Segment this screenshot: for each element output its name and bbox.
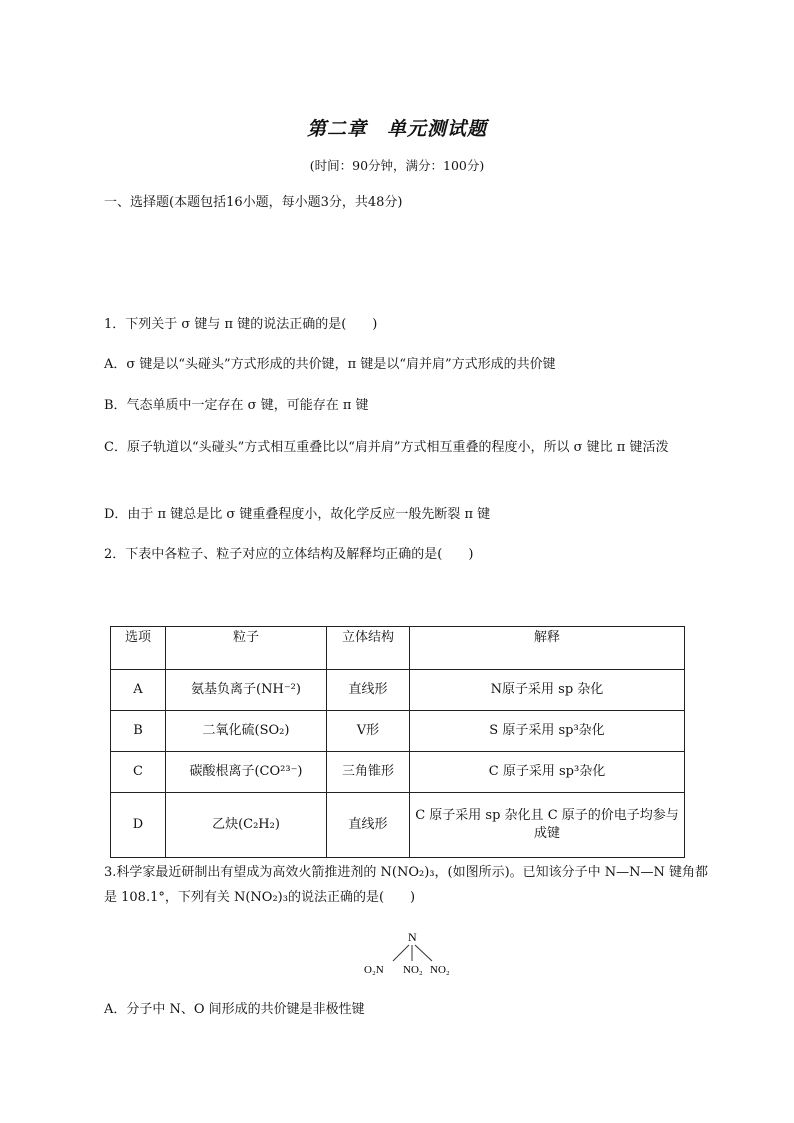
- molecule-diagram: [360, 928, 470, 976]
- table-row: [111, 793, 685, 858]
- table-header-particle: 粒子: [166, 627, 327, 670]
- question-1-option-b: B．气态单质中一定存在 σ 键，可能存在 π 键: [104, 398, 369, 413]
- table-header-option: 选项: [111, 627, 166, 670]
- molecule-middle-group: NO₂: [403, 964, 423, 976]
- table-cell-particle: 乙炔(C₂H₂): [166, 793, 327, 858]
- table-cell-structure: V形: [327, 711, 410, 752]
- question-2-stem: 2．下表中各粒子、粒子对应的立体结构及解释均正确的是( ): [104, 547, 474, 562]
- table-row: [111, 670, 685, 711]
- molecule-center-n: N: [408, 930, 417, 944]
- table-cell-option: D: [111, 793, 166, 858]
- table-header-structure: 立体结构: [327, 627, 410, 670]
- table-header-explanation: 解释: [410, 627, 685, 670]
- table-row: [111, 711, 685, 752]
- page-title: 第二章 单元测试题: [306, 118, 487, 140]
- question-3-option-a: A．分子中 N、O 间形成的共价键是非极性键: [104, 1002, 365, 1017]
- question-1-option-c: C．原子轨道以“头碰头”方式相互重叠比以“肩并肩”方式相互重叠的程度小，所以 σ 键比 π 键活泼: [104, 440, 669, 455]
- table-cell-particle: 碳酸根离子(CO²³⁻): [166, 752, 327, 793]
- question-1-option-d: D．由于 π 键总是比 σ 键重叠程度小，故化学反应一般先断裂 π 键: [104, 507, 491, 522]
- table-cell-option: B: [111, 711, 166, 752]
- table-cell-explanation: N原子采用 sp 杂化: [410, 670, 685, 711]
- table-cell-structure: 三角锥形: [327, 752, 410, 793]
- bond-line-left: [393, 945, 409, 961]
- question-1-option-a: A．σ 键是以“头碰头”方式形成的共价键，π 键是以“肩并肩”方式形成的共价键: [104, 357, 556, 372]
- table-cell-option: A: [111, 670, 166, 711]
- table-row: [111, 752, 685, 793]
- exam-info: (时间：90分钟，满分：100分): [309, 158, 485, 173]
- molecule-right-group: NO₂: [430, 964, 450, 976]
- table-cell-structure: 直线形: [327, 793, 410, 858]
- table-cell-option: C: [111, 752, 166, 793]
- table-cell-particle: 氨基负离子(NH⁻²): [166, 670, 327, 711]
- molecule-left-group: O₂N: [364, 964, 384, 976]
- question-3-stem: 3.科学家最近研制出有望成为高效火箭推进剂的 N(NO₂)₃，(如图所示)。已知该分子中 N—N—N 键角都是 108.1°，下列有关 N(NO₂)₃的说法正确的是( ): [104, 865, 709, 905]
- table-cell-explanation: S 原子采用 sp³杂化: [410, 711, 685, 752]
- table-cell-explanation: C 原子采用 sp 杂化且 C 原子的价电子均参与成键: [410, 793, 685, 858]
- section-heading: 一、选择题(本题包括16小题，每小题3分，共48分): [104, 195, 403, 210]
- question-1-stem: 1．下列关于 σ 键与 π 键的说法正确的是( ): [104, 317, 378, 332]
- table-cell-explanation: C 原子采用 sp³杂化: [410, 752, 685, 793]
- answer-table: [110, 626, 685, 858]
- table-header-row: [111, 627, 685, 670]
- bond-line-right: [415, 945, 432, 961]
- table-cell-structure: 直线形: [327, 670, 410, 711]
- table-cell-particle: 二氧化硫(SO₂): [166, 711, 327, 752]
